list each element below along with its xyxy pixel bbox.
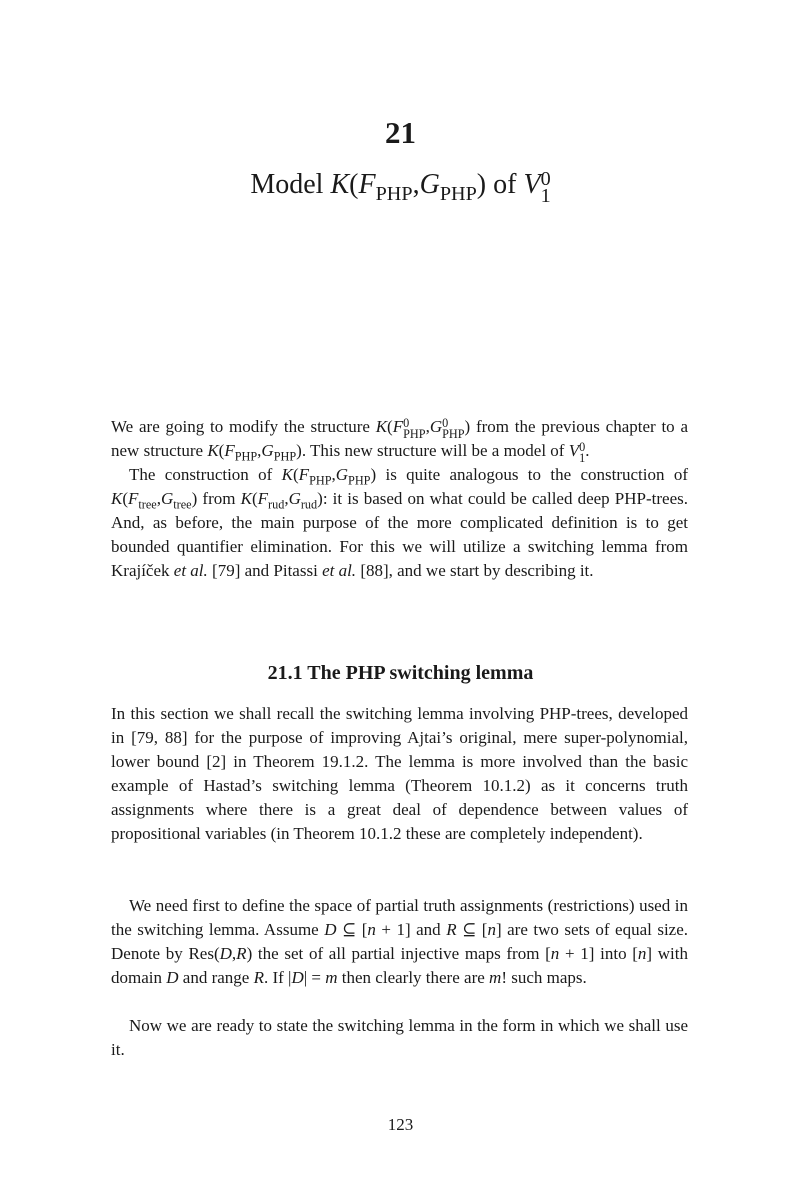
section-paragraph-2: We need first to define the space of partial truth assignments (restrictions) used in the switching lemma. Assume D ⊆ [n + 1] and R ⊆ [n] are two sets of equal size. Denote by Res(D,R) the set of all partial injective maps from [n + 1] into [n] with domain D and range R. If |D| = m then clearly there are m! such maps.: [111, 896, 689, 987]
page-number: 123: [387, 1115, 414, 1134]
section-paragraph-3: Now we are ready to state the switching lemma in the form in which we shall use it.: [111, 1016, 688, 1059]
intro-paragraph-2: The construction of $K(F_{PHP},G_{PHP})$ is quite analogous to the construction of $K(F_{tree},G_{tree})$ from $K(F_{rud},G_{rud})$: it is based on what could be called deep PHP-trees. And, as before, the main purpose of the more complicated definition is to get bounded quantifier elimination. For this we will utilize a switching lemma from Krajíček et al. [79] and Pitassi et al. [88], and we start by describing it.: [111, 465, 688, 580]
chapter-number: 21: [385, 115, 416, 150]
section-heading: 21.1 The PHP switching lemma: [267, 662, 534, 684]
section-paragraph-1: In this section we shall recall the switching lemma involving PHP-trees, developed in [79, 88] for the purpose of improving Ajtai’s original, mere super-polynomial, lower bound [2] in Theorem 19.1.2. The lemma is more involved than the basic example of Hastad’s switching lemma (Theorem 10.1.2) as it concerns truth assignments where there is a great deal of dependence between values of propositional variables (in Theorem 10.1.2 these are completely independent).: [111, 704, 688, 843]
intro-paragraph-1: We are going to modify the structure K(F 0 PHP ,G 0 PHP ) from the previous chapter to a new structure $K(F_{PHP},G_{PHP})$. This new structure will be a model of V 0 1 .: [111, 416, 689, 465]
chapter-title: Model $K(F_{PHP},G_{PHP})$ of V 0 1: [250, 167, 551, 208]
